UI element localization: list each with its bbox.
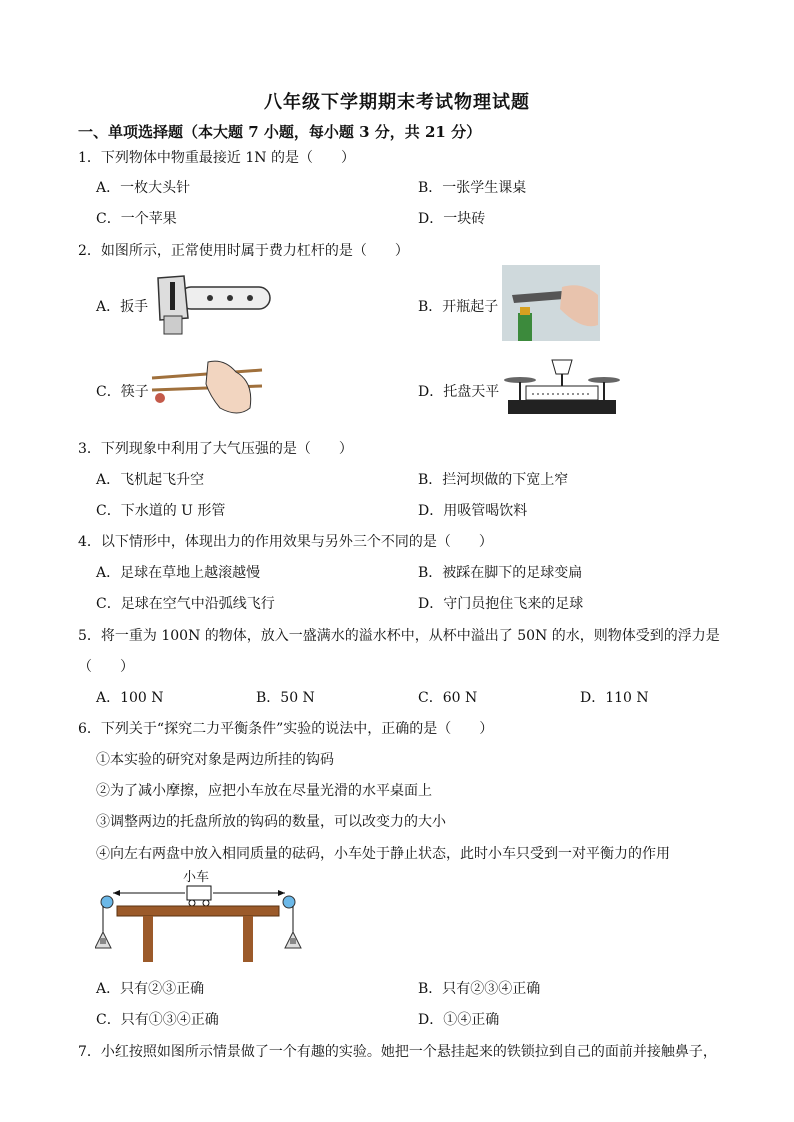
question-5-stem-cont: （ ） (78, 659, 134, 675)
q4-option-b: B．被踩在脚下的足球变扁 (418, 565, 583, 581)
q6-option-c: C．只有①③④正确 (96, 1012, 219, 1028)
q6-option-a: A．只有②③正确 (96, 981, 205, 997)
page-title: 八年级下学期期末考试物理试题 (264, 92, 530, 113)
q3-option-d: D．用吸管喝饮料 (418, 503, 528, 519)
wrench-icon (150, 270, 275, 340)
q1-option-a: A．一枚大头针 (96, 180, 191, 196)
q3-option-c: C．下水道的 U 形管 (96, 503, 226, 519)
q3-option-b: B．拦河坝做的下宽上窄 (418, 472, 569, 488)
q3-option-a: A．飞机起飞升空 (96, 472, 205, 488)
q5-option-c: C．60 N (418, 690, 478, 706)
cart-label: 小车 (183, 870, 210, 885)
q6-statement-1: ①本实验的研究对象是两边所挂的钩码 (96, 752, 334, 768)
balance-scale-icon (502, 354, 622, 420)
q2-option-a: A．扳手 (96, 299, 149, 315)
q4-option-d: D．守门员抱住飞来的足球 (418, 596, 584, 612)
question-4-stem: 4．以下情形中，体现出力的作用效果与另外三个不同的是（ ） (78, 534, 493, 550)
section-heading: 一、单项选择题（本大题 7 小题，每小题 3 分，共 21 分） (78, 123, 482, 141)
q2-option-c: C．筷子 (96, 384, 149, 400)
q2-option-b: B．开瓶起子 (418, 299, 499, 315)
question-2-stem: 2．如图所示，正常使用时属于费力杠杆的是（ ） (78, 243, 409, 259)
question-7-stem: 7．小红按照如图所示情景做了一个有趣的实验。她把一个悬挂起来的铁锁拉到自己的面前并接触鼻子， (78, 1044, 717, 1060)
q1-option-c: C．一个苹果 (96, 211, 177, 227)
q2-option-d: D．托盘天平 (418, 384, 500, 400)
q1-option-d: D．一块砖 (418, 211, 486, 227)
q5-option-b: B．50 N (256, 690, 315, 706)
q5-option-d: D．110 N (580, 690, 649, 706)
chopsticks-icon (150, 356, 265, 421)
q1-option-b: B．一张学生课桌 (418, 180, 527, 196)
q6-option-d: D．①④正确 (418, 1012, 500, 1028)
question-1-stem: 1．下列物体中物重最接近 1N 的是（ ） (78, 150, 355, 166)
q6-statement-2: ②为了减小摩擦，应把小车放在尽量光滑的水平桌面上 (96, 783, 432, 799)
q4-option-a: A．足球在草地上越滚越慢 (96, 565, 261, 581)
question-5-stem: 5．将一重为 100N 的物体，放入一盛满水的溢水杯中，从杯中溢出了 50N 的水，则物体受到的浮力是 (78, 628, 720, 644)
q5-option-a: A．100 N (96, 690, 164, 706)
q4-option-c: C．足球在空气中沿弧线飞行 (96, 596, 275, 612)
q6-statement-4: ④向左右两盘中放入相同质量的砝码，小车处于静止状态，此时小车只受到一对平衡力的作用 (96, 846, 670, 862)
question-3-stem: 3．下列现象中利用了大气压强的是（ ） (78, 441, 353, 457)
bottle-opener-icon (502, 265, 600, 341)
question-6-stem: 6．下列关于“探究二力平衡条件”实验的说法中，正确的是（ ） (78, 721, 494, 737)
apparatus-diagram (95, 866, 305, 966)
q6-option-b: B．只有②③④正确 (418, 981, 541, 997)
q6-statement-3: ③调整两边的托盘所放的钩码的数量，可以改变力的大小 (96, 814, 446, 830)
